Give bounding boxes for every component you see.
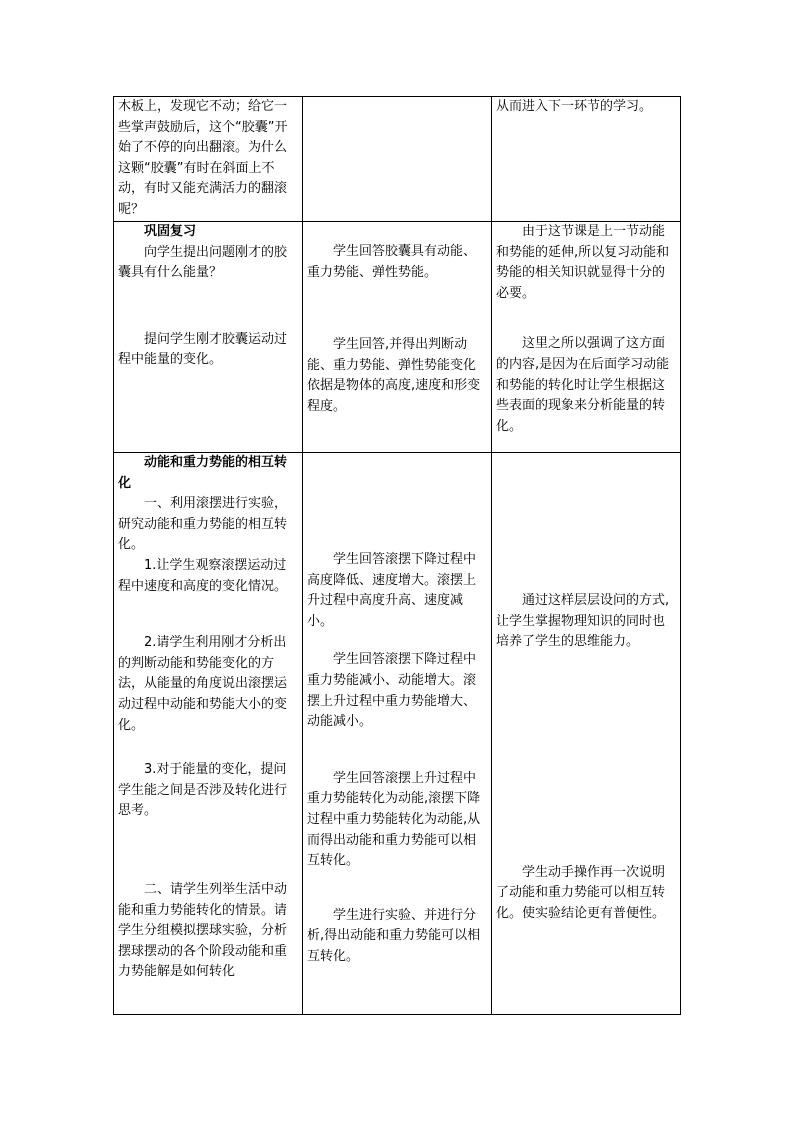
- cell-text: 二、请学生列举生活中动能和重力势能转化的情景。请学生分组模拟摆球实验，分析摆球摆动的各个阶段动能和重力势能解是如何转化: [118, 881, 288, 980]
- teacher-activity-cell: [114, 453, 303, 1015]
- cell-text: 提问学生刚才胶囊运动过程中能量的变化。: [118, 331, 288, 368]
- student-activity-cell: [303, 222, 492, 453]
- cell-text: 一、利用滚摆进行实验，研究动能和重力势能的相互转化。: [118, 496, 288, 553]
- cell-text: 通过这样层层设问的方式,让学生掌握物理知识的同时也培养了学生的思维能力。: [496, 593, 670, 650]
- cell-text: 由于这节课是上一节动能和势能的延伸,所以复习动能和势能的相关知识就显得十分的必要。: [496, 224, 670, 301]
- cell-text: 学生回答胶囊具有动能、重力势能、弹性势能。: [307, 244, 477, 280]
- table-row: [114, 97, 681, 222]
- teacher-activity-cell: [114, 222, 303, 453]
- cell-text: 学生回答滚摆上升过程中重力势能转化为动能,滚摆下降过程中重力势能转化为动能,从而得出动能和重力势能可以相互转化。: [307, 770, 481, 869]
- cell-text: 学生回答滚摆下降过程中重力势能减小、动能增大。滚摆上升过程中重力势能增大、动能减小。: [307, 652, 477, 730]
- section-heading: 巩固复习: [144, 224, 197, 239]
- cell-text: 学生回答滚摆下降过程中高度降低、速度增大。滚摆上升过程中高度升高、速度减小。: [307, 552, 477, 629]
- student-activity-cell: [303, 453, 492, 1015]
- design-intent-cell: [492, 97, 681, 222]
- cell-text: 2.请学生利用刚才分析出的判断动能和势能变化的方法，从能量的角度说出滚摆运动过程中动能和势能大小的变化。: [118, 635, 288, 733]
- cell-text: 这里之所以强调了这方面的内容,是因为在后面学习动能和势能的转化时让学生根据这些表面的现象来分析能量的转化。: [496, 336, 670, 434]
- teacher-activity-cell: [114, 97, 303, 222]
- table-row: [114, 222, 681, 453]
- cell-text: 学生回答,并得出判断动能、重力势能、弹性势能变化依据是物体的高度,速度和形变程度。: [307, 337, 481, 414]
- section-heading: 动能和重力势能的相互转化: [118, 455, 288, 491]
- student-activity-cell: [303, 97, 492, 222]
- cell-text: 1.让学生观察滚摆运动过程中速度和高度的变化情况。: [118, 557, 288, 594]
- cell-text: 木板上，发现它不动；给它一些掌声鼓励后，这个“胶囊”开始了不停的向出翻滚。为什么这颗“胶囊”有时在斜面上不动，有时又能充满活力的翻滚呢？: [118, 99, 288, 217]
- cell-text: 向学生提出问题刚才的胶囊具有什么能量？: [118, 244, 288, 281]
- design-intent-cell: [492, 222, 681, 453]
- cell-text: 从而进入下一环节的学习。: [496, 99, 653, 114]
- table-row: [114, 453, 681, 1015]
- cell-text: 学生动手操作再一次说明了动能和重力势能可以相互转化。使实验结论更有普便性。: [496, 864, 666, 921]
- design-intent-cell: [492, 453, 681, 1015]
- cell-text: 学生进行实验、并进行分析,得出动能和重力势能可以相互转化。: [307, 907, 481, 964]
- cell-text: 3.对于能量的变化，提问学生能之间是否涉及转化进行思考。: [118, 762, 288, 819]
- lesson-plan-table: [113, 96, 681, 1015]
